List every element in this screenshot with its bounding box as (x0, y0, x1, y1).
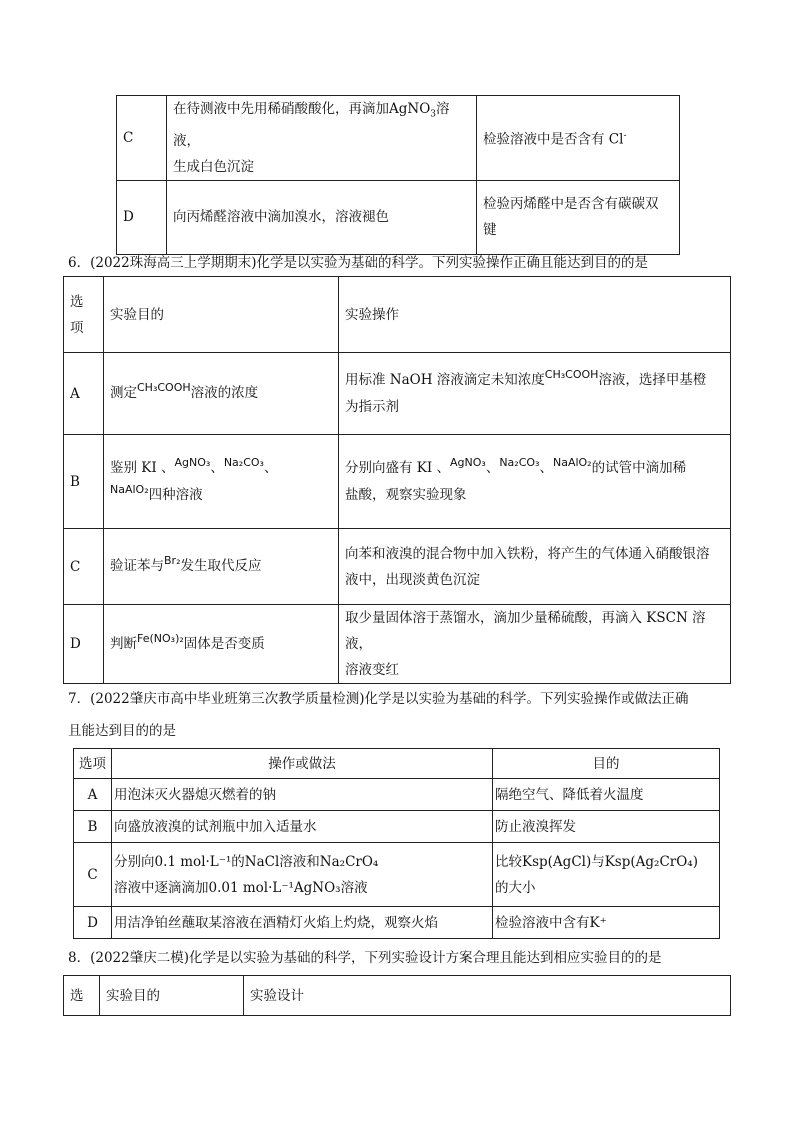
table-row (64, 277, 731, 353)
option-cell: B (74, 811, 112, 843)
purpose-cell: 检验溶液中是否含有 Cl- (477, 96, 680, 181)
q5-table (116, 95, 680, 255)
table-row (74, 907, 720, 939)
operation-cell: 用标准 NaOH 溶液滴定未知浓度$^{CH_3COOH}$溶液，选择甲基橙 为指示剂 (339, 353, 731, 435)
table-row (64, 353, 731, 435)
option-cell: A (64, 353, 104, 435)
table-row (64, 605, 731, 684)
q6-table (63, 276, 731, 684)
operation-cell: 分别向盛有 KI 、$^{AgNO_3}$、$^{Na_2CO_3}$、$^{NaAlO_2}$的试管中滴加稀 盐酸，观察实验现象 (339, 435, 731, 529)
goal-cell: 测定$^{CH_3COOH}$溶液的浓度 (104, 353, 339, 435)
goal-cell: 检验溶液中含有K⁺ (493, 907, 720, 939)
option-cell: D (117, 180, 167, 254)
table-row (74, 779, 720, 811)
goal-cell: 判断$^{Fe(NO_3)_2}$固体是否变质 (104, 605, 339, 684)
goal-cell: 验证苯与$^{Br_2}$发生取代反应 (104, 529, 339, 605)
table-row (74, 749, 720, 779)
table-row (117, 180, 680, 254)
option-cell: C (117, 96, 167, 181)
table-row (74, 843, 720, 907)
table-row (64, 529, 731, 605)
option-cell: D (74, 907, 112, 939)
operation-cell: 在待测液中先用稀硝酸酸化，再滴加AgNO$_3$溶液， 生成白色沉淀 (167, 96, 477, 181)
header-option: 选 (64, 976, 100, 1016)
operation-cell: 用洁净铂丝蘸取某溶液在酒精灯火焰上灼烧，观察火焰 (112, 907, 493, 939)
header-option: 选 项 (64, 277, 104, 353)
goal-cell: 隔绝空气、降低着火温度 (493, 779, 720, 811)
operation-cell: 向丙烯醛溶液中滴加溴水，溶液褪色 (167, 180, 477, 254)
option-cell: B (64, 435, 104, 529)
header-goal: 目的 (493, 749, 720, 779)
question-8-title: 8．(2022肇庆二模)化学是以实验为基础的科学，下列实验设计方案合理且能达到相应实验目的的是 (68, 950, 662, 966)
option-cell: D (64, 605, 104, 684)
option-cell: C (64, 529, 104, 605)
header-goal: 实验目的 (104, 277, 339, 353)
operation-cell: 向盛放液溴的试剂瓶中加入适量水 (112, 811, 493, 843)
header-design: 实验设计 (244, 976, 731, 1016)
table-row (117, 96, 680, 181)
question-7-title-line1: 7．(2022肇庆市高中毕业班第三次教学质量检测)化学是以实验为基础的科学。下列实验操作或做法正确 (68, 691, 689, 707)
question-7-title-line2: 且能达到目的的是 (68, 723, 176, 739)
goal-cell: 鉴别 KI 、$^{AgNO_3}$、$^{Na_2CO_3}$、 $^{NaAlO_2}$四种溶液 (104, 435, 339, 529)
operation-cell: 取少量固体溶于蒸馏水，滴加少量稀硫酸，再滴入 KSCN 溶液， 溶液变红 (339, 605, 731, 684)
header-option: 选项 (74, 749, 112, 779)
q8-table (63, 975, 731, 1016)
goal-cell: 防止液溴挥发 (493, 811, 720, 843)
purpose-cell: 检验丙烯醛中是否含有碳碳双 键 (477, 180, 680, 254)
header-operation: 实验操作 (339, 277, 731, 353)
question-6-title: 6．(2022珠海高三上学期期末)化学是以实验为基础的科学。下列实验操作正确且能达到目的的是 (68, 255, 648, 271)
header-operation: 操作或做法 (112, 749, 493, 779)
option-cell: A (74, 779, 112, 811)
operation-cell: 用泡沫灭火器熄灭燃着的钠 (112, 779, 493, 811)
option-cell: C (74, 843, 112, 907)
operation-cell: 向苯和液溴的混合物中加入铁粉，将产生的气体通入硝酸银溶 液中，出现淡黄色沉淀 (339, 529, 731, 605)
header-goal: 实验目的 (100, 976, 244, 1016)
q7-table (73, 748, 720, 939)
goal-cell: 比较Ksp(AgCl)与Ksp(Ag₂CrO₄) 的大小 (493, 843, 720, 907)
table-row (64, 435, 731, 529)
table-row (64, 976, 731, 1016)
operation-cell: 分别向0.1 mol·L⁻¹的NaCl溶液和Na₂CrO₄ 溶液中逐滴滴加0.01 mol·L⁻¹AgNO₃溶液 (112, 843, 493, 907)
table-row (74, 811, 720, 843)
